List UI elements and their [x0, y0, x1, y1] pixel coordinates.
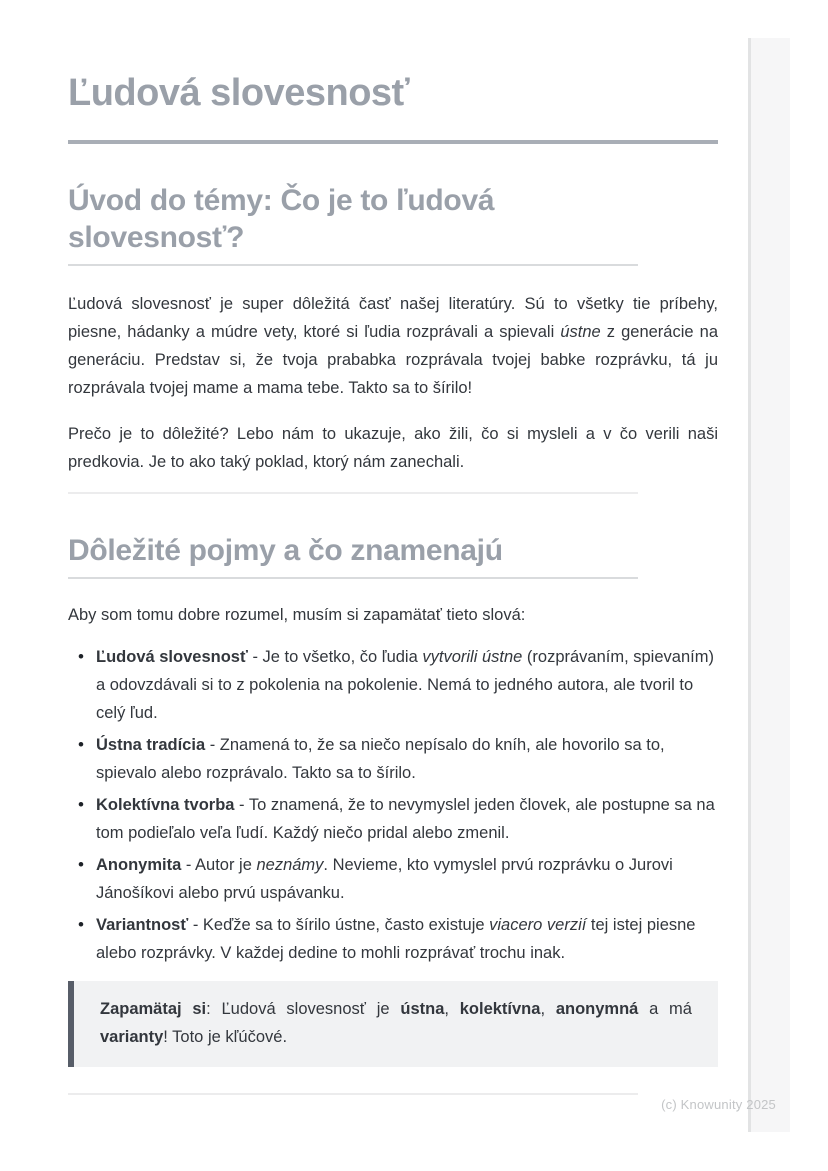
terms-list-intro: Aby som tomu dobre rozumel, musím si zapamätať tieto slová:: [68, 606, 526, 624]
copyright-note: (c) Knowunity 2025: [661, 1097, 776, 1112]
intro-paragraph-2: Prečo je to dôležité? Lebo nám to ukazuje, ako žili, čo si mysleli a v čo verili naši predkovia. Je to ako taký poklad, ktorý nám zanechali.: [68, 425, 718, 471]
section-divider: [68, 492, 638, 494]
section-terms: [68, 532, 718, 1067]
intro-paragraph-1: Ľudová slovesnosť je super dôležitá časť našej literatúry. Sú to všetky tie príbehy, piesne, hádanky a múdre vety, ktoré si ľudia rozprávali a spievali ústne z generácie na generáciu. Predstav si, že tvoja prababka rozprávala tvojej babke rozprávku, tá ju rozprávala tvojej mame a mama tebe. Takto sa to šírilo!: [68, 295, 719, 397]
remember-callout-text: Zapamätaj si: Ľudová slovesnosť je ústna, kolektívna, anonymná a má varianty! Toto je kľúčové.: [100, 1000, 692, 1046]
bottom-divider: [68, 1093, 638, 1095]
list-item-kolektivna-tvorba: • Kolektívna tvorba - To znamená, že to nevymyslel jeden človek, ale postupne sa na tom podieľalo veľa ľudí. Každý niečo pridal alebo zmenil.: [68, 791, 718, 847]
document-content: [68, 0, 718, 1095]
list-item-ludova-slovesnost: • Ľudová slovesnosť - Je to všetko, čo ľudia vytvorili ústne (rozprávaním, spievaním) a odovzdávali si to z pokolenia na pokolenie. Nemá to jedného autora, ale tvoril to celý ľud.: [68, 643, 718, 727]
terms-list: [68, 643, 718, 967]
page-title: Ľudová slovesnosť: [68, 72, 410, 114]
list-item-variantnost: • Variantnosť - Keďže sa to šírilo ústne, často existuje viacero verzií tej istej piesne alebo rozprávky. V každej dedine to mohli rozprávať trochu inak.: [68, 911, 718, 967]
section-terms-heading: Dôležité pojmy a čo znamenajú: [68, 534, 503, 567]
list-item-ustna-tradicia: • Ústna tradícia - Znamená to, že sa niečo nepísalo do kníh, ale hovorilo sa to, spievalo alebo rozprávalo. Takto sa to šírilo.: [68, 731, 718, 787]
remember-callout: [68, 981, 718, 1067]
title-rule: [68, 140, 718, 144]
right-scrollbar-strip[interactable]: [748, 38, 790, 1132]
section-intro-heading: Úvod do témy: Čo je to ľudová slovesnosť?: [68, 184, 495, 254]
list-item-anonymita: • Anonymita - Autor je neznámy. Nevieme, kto vymyslel prvú rozprávku o Jurovi Jánošíkovi alebo prvú uspávanku.: [68, 851, 718, 907]
section-intro-underline: [68, 264, 638, 266]
section-terms-underline: [68, 577, 638, 579]
section-intro: [68, 182, 718, 476]
